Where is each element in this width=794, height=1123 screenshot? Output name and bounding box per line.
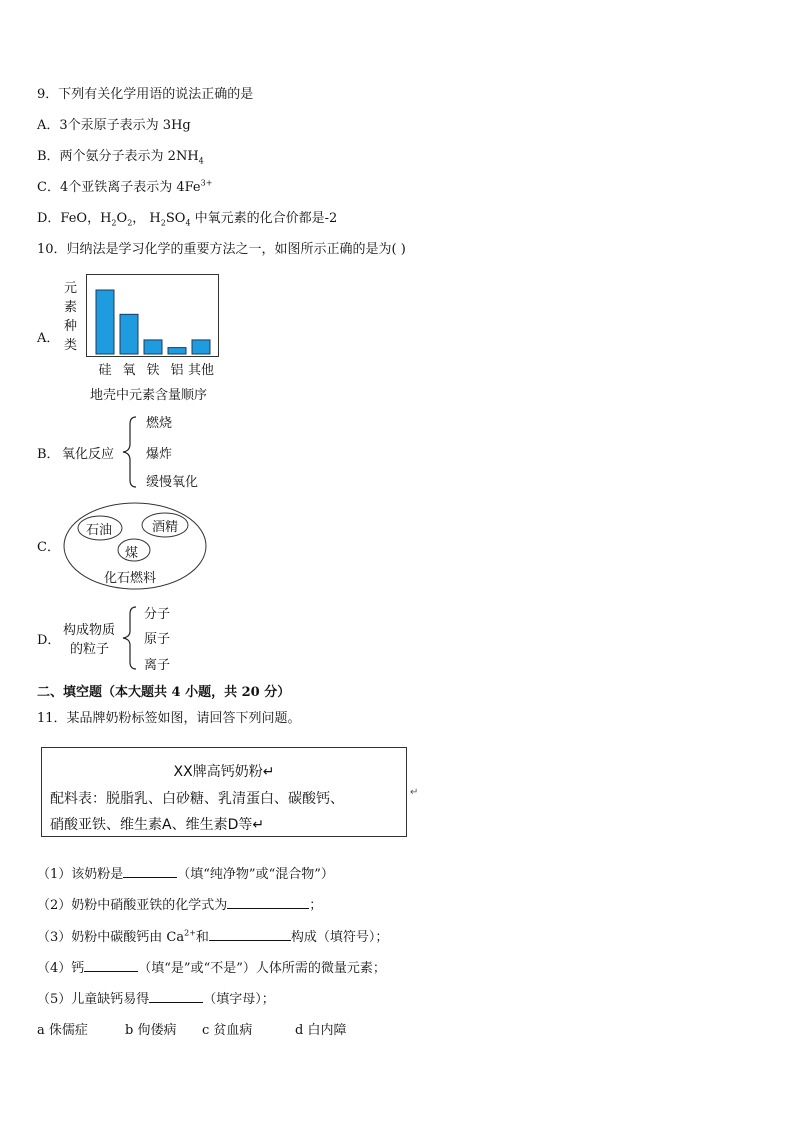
q11-blank1[interactable]	[123, 865, 177, 878]
d-item: 分子	[144, 607, 171, 622]
q9-option-b-sub: 4	[198, 156, 204, 166]
q9-option-c-text: C．4个亚铁离子表示为 4Fe	[37, 180, 201, 195]
bar-氧	[120, 314, 138, 354]
q9-stem: 9．下列有关化学用语的说法正确的是	[37, 87, 254, 102]
q11-p5-post: （填字母）；	[203, 992, 275, 1007]
c-item-shiyou: 石油	[86, 523, 113, 538]
chart-xlabel: 地壳中元素含量顺序	[90, 388, 208, 403]
q10-stem: 10．归纳法是学习化学的重要方法之一，如图所示正确的是为( )	[37, 242, 406, 257]
q11-choice-d: d 白内障	[295, 1023, 347, 1038]
q11-blank4[interactable]	[84, 959, 138, 972]
b-item: 爆炸	[146, 447, 173, 462]
q9-option-c	[37, 176, 212, 195]
bar-铝	[168, 348, 186, 354]
b-root: 氧化反应	[62, 447, 115, 462]
q11-p2-post: ；	[309, 898, 323, 913]
q11-p3-pre: （3）奶粉中碳酸钙由 Ca	[37, 930, 185, 945]
c-item-mei: 煤	[125, 546, 139, 561]
paragraph-mark: ↵	[410, 787, 419, 798]
q11-choice-c: c 贫血病	[202, 1023, 253, 1038]
d-root-line1: 构成物质	[63, 623, 116, 638]
q11-p1-pre: （1）该奶粉是	[37, 867, 124, 882]
bar-chart	[86, 274, 220, 358]
b-item: 缓慢氧化	[146, 475, 199, 490]
q11-blank3[interactable]	[209, 928, 291, 941]
q10-option-a-label: A．	[37, 331, 60, 346]
q10-option-b-label: B．	[37, 447, 60, 462]
q9-option-b-text: B．两个氨分子表示为 2NH	[37, 149, 199, 164]
section2-heading: 二、填空题（本大题共 4 小题，共 20 分）	[37, 685, 291, 700]
bar-硅	[96, 290, 114, 354]
bar-tick-label: 其他	[188, 363, 215, 378]
q11-part5	[37, 988, 275, 1007]
q11-blank2[interactable]	[227, 896, 309, 909]
bar-tick-label: 铝	[170, 363, 184, 378]
q9-d-mid3: SO	[165, 211, 186, 226]
chart-ylabel	[64, 279, 80, 355]
q9-d-sub1: 2	[111, 218, 117, 228]
q9-option-d	[37, 207, 337, 228]
b-item: 燃烧	[146, 416, 173, 431]
bar-tick-label: 硅	[98, 363, 112, 378]
q11-part1	[37, 863, 334, 882]
q11-blank5[interactable]	[149, 990, 203, 1003]
q11-p3-post: 构成（填符号）；	[290, 930, 389, 945]
q11-p4-pre: （4）钙	[37, 961, 85, 976]
q9-option-a: A．3个汞原子表示为 3Hg	[37, 118, 191, 133]
q11-choice-b: b 佝偻病	[125, 1023, 177, 1038]
milk-label-box	[41, 747, 407, 837]
q9-d-mid2: ， H	[132, 211, 161, 226]
bar-tick-label: 氧	[122, 363, 136, 378]
chart-ylabel-char: 种	[64, 319, 78, 334]
bar-tick-label: 铁	[146, 363, 160, 378]
q11-part4	[37, 957, 386, 976]
q10-option-c-label: C．	[37, 540, 60, 555]
q9-option-b	[37, 145, 204, 166]
chart-ylabel-char: 类	[64, 338, 78, 353]
q9-option-c-sup: 3+	[200, 178, 213, 188]
q10-option-d-label: D．	[37, 633, 61, 648]
d-root-line2: 的粒子	[70, 642, 110, 657]
milk-label-line1: 配料表：脱脂乳、白砂糖、乳清蛋白、碳酸钙、	[50, 791, 344, 807]
q11-p4-post: （填“是”或“不是”）人体所需的微量元素；	[138, 961, 386, 976]
q11-p3-sup: 2+	[184, 928, 196, 938]
q11-p1-post: （填“纯净物”或“混合物”）	[177, 867, 334, 882]
q9-d-pre: D．FeO，H	[37, 211, 112, 226]
q9-d-mid1: O	[116, 211, 128, 226]
q9-d-sub4: 4	[185, 218, 191, 228]
bar-铁	[144, 340, 162, 354]
q11-stem: 11．某品牌奶粉标签如图，请回答下列问题。	[37, 711, 301, 726]
q9-d-sub2: 2	[127, 218, 133, 228]
c-item-jiujing: 酒精	[152, 520, 179, 535]
d-item: 离子	[144, 658, 171, 673]
q11-p5-pre: （5）儿童缺钙易得	[37, 992, 150, 1007]
q11-choice-a: a 侏儒症	[37, 1023, 88, 1038]
b-brace	[120, 414, 148, 490]
milk-label-line2: 硝酸亚铁、维生素A、维生素D等↵	[50, 817, 265, 833]
d-item: 原子	[144, 632, 171, 647]
q9-d-sub3: 2	[160, 218, 166, 228]
bar-其他	[192, 340, 210, 354]
milk-label-title: XX牌高钙奶粉↵	[173, 764, 275, 780]
q11-p3-mid: 和	[195, 930, 209, 945]
chart-ylabel-char: 素	[64, 300, 78, 315]
c-outer-label: 化石燃料	[104, 571, 157, 586]
q11-part2	[37, 894, 322, 913]
chart-ylabel-char: 元	[64, 281, 78, 296]
q9-d-post: 中氧元素的化合价都是-2	[190, 211, 338, 226]
q11-part3	[37, 926, 388, 945]
q11-p2-pre: （2）奶粉中硝酸亚铁的化学式为	[37, 898, 228, 913]
